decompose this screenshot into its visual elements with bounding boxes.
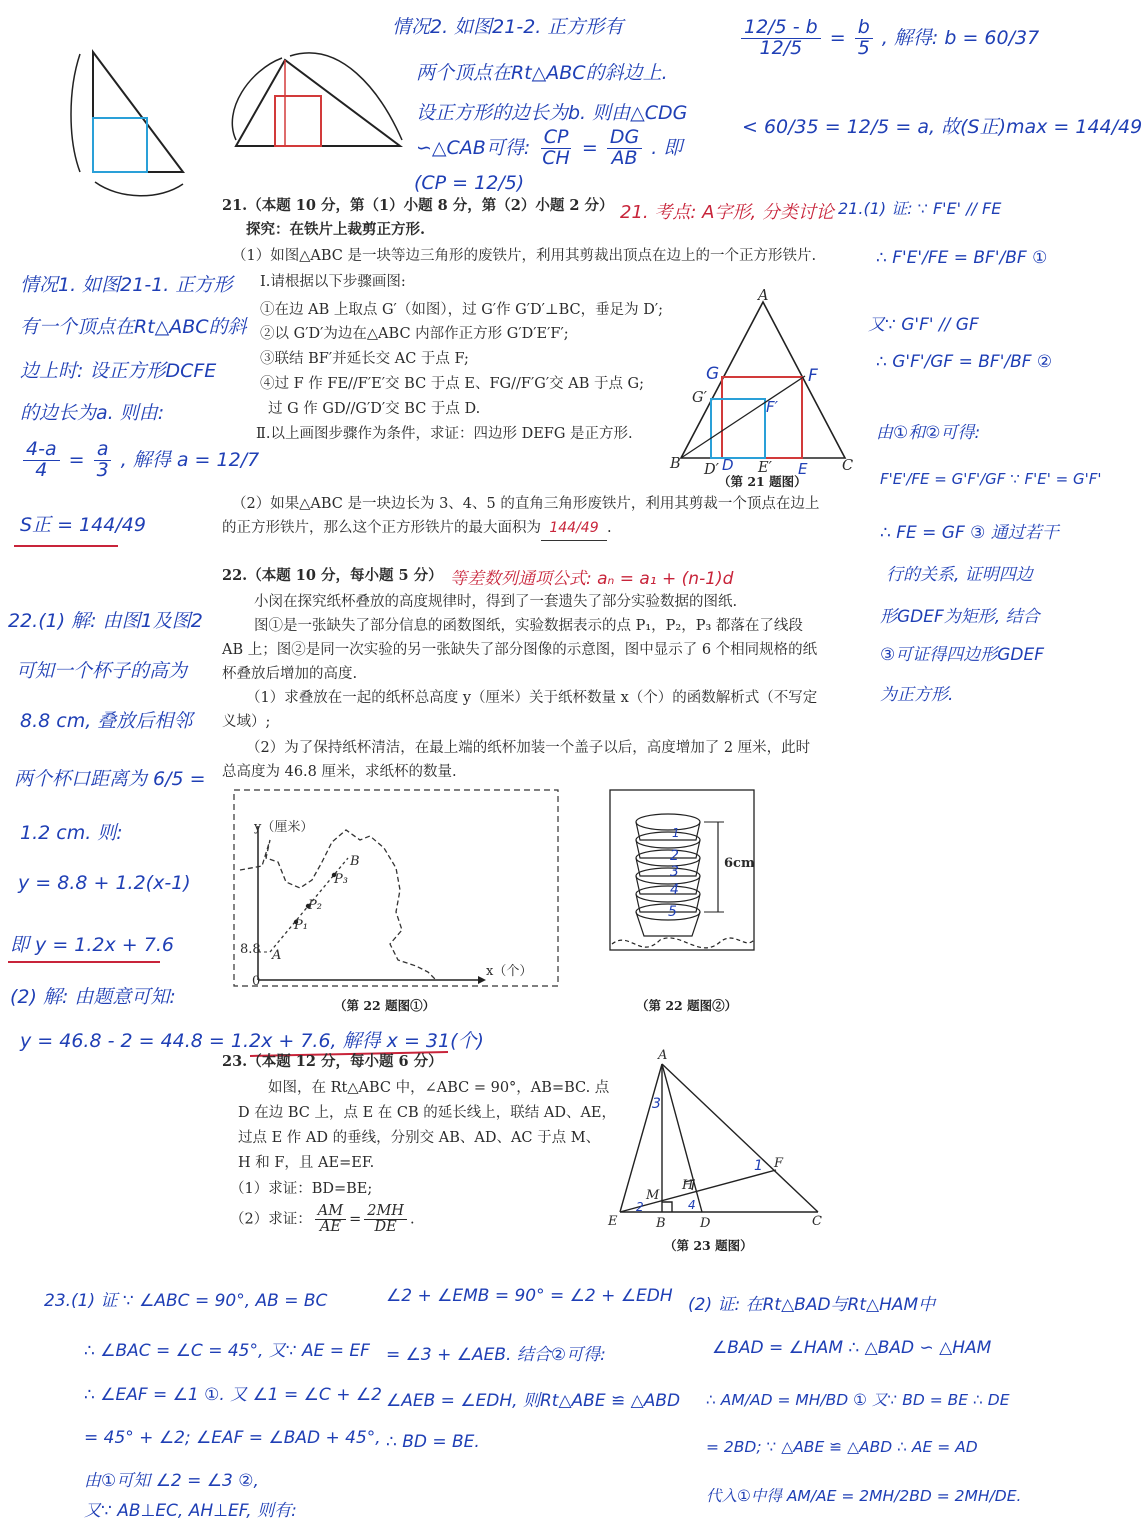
q21-proof-8: 行的关系, 证明四边 (886, 565, 1033, 585)
frac-num: DG (607, 128, 642, 149)
q22-fig1-y0: 8.8 (240, 942, 261, 957)
case2-line-4: ∽△CAB可得: (416, 136, 531, 159)
q22-fig2-cup-1: 1 (672, 826, 680, 840)
q21-fig-f: F (808, 366, 818, 386)
case1-area: S正 = 144/49 (20, 514, 146, 536)
q21-proof-7: ∴ FE = GF ③ 通过若干 (880, 523, 1059, 543)
q22-fig2-cup-3: 3 (670, 864, 679, 880)
q22-fig1-p1: P₁ (294, 918, 308, 933)
q22-left-1: 22.(1) 解: 由图1及图2 (8, 610, 203, 632)
q21-proof-6: F'E'/FE = G'F'/GF ∵ F'E' = G'F' (880, 470, 1102, 488)
q23-col1-5: 由①可知 ∠2 = ∠3 ②, (84, 1471, 259, 1491)
q22-fig1-p3: P₃ (334, 872, 348, 887)
q22-fig2-height: 6cm (724, 856, 755, 871)
q21-fig-c: C (842, 458, 854, 474)
frac-num: CP (541, 128, 572, 149)
q22-left-8: (2) 解: 由题意可知: (10, 986, 176, 1008)
q23-fig-n3: 3 (652, 1096, 661, 1112)
q23-line-4: H 和 F，且 AE=EF. (238, 1155, 375, 1171)
q23-col3-5: 代入①中得 AM/AE = 2MH/2BD = 2MH/DE. (706, 1487, 1022, 1505)
case1-line-4: 的边长为a. 则由: (20, 402, 165, 424)
q21-subtitle: 探究：在铁片上裁剪正方形. (246, 221, 426, 238)
q23-fig-caption: （第 23 题图） (664, 1238, 753, 1253)
q23-fig-e: E (608, 1214, 618, 1229)
eq-second: < 60/35 = 12/5 = a, 故(S正)max = 144/49 (742, 116, 1142, 138)
q22-line-bottom: y = 46.8 - 2 = 44.8 = 1.2x + 7.6, 解得 x = 31(个) (20, 1030, 484, 1052)
q23-col2-4: ∴ BD = BE. (386, 1432, 480, 1452)
q22-left-5: 1.2 cm. 则: (20, 822, 123, 844)
q23-col1-6: 又∵ AB⊥EC, AH⊥EF, 则有: (84, 1501, 297, 1521)
case2-tail: . 即 (651, 136, 683, 159)
q21-header: 21.（本题 10 分，第（1）小题 8 分，第（2）小题 2 分） (222, 197, 614, 214)
q22-q1b: 义域）; (222, 714, 271, 730)
q22-fig2-cup-2: 2 (670, 848, 679, 864)
q21-step-title: Ⅰ.请根据以下步骤画图: (260, 274, 406, 290)
q21-fig-caption: （第 21 题图） (718, 474, 807, 489)
q21-fig-e: E (798, 460, 808, 478)
case1-line-2: 有一个顶点在Rt△ABC的斜 (20, 316, 247, 338)
q21-step-1: ①在边 AB 上取点 G′（如图），过 G′作 G′D′⊥BC，垂足为 D′; (260, 302, 664, 318)
q23-line-2: D 在边 BC 上，点 E 在 CB 的延长线上，联结 AD、AE， (238, 1105, 617, 1121)
q21-step2: Ⅱ.以上画图步骤作为条件，求证：四边形 DEFG 是正方形. (256, 426, 633, 442)
q23-col2-3: ∠AEB = ∠EDH, 则Rt△ABE ≌ △ABD (386, 1391, 681, 1411)
q21-fig-b: B (670, 456, 681, 472)
q22-q2a: （2）为了保持纸杯清洁，在最上端的纸杯加装一个盖子以后，高度增加了 2 厘米，此时 (246, 740, 811, 756)
frac-den: 3 (96, 458, 109, 481)
q23-col1-2: ∴ ∠BAC = ∠C = 45°, 又∵ AE = EF (84, 1341, 370, 1361)
q22-fig2-caption: （第 22 题图②） (636, 998, 738, 1013)
eq-top-tail: , 解得: b = 60/37 (881, 26, 1040, 49)
q21-fig-g1: G′ (692, 390, 707, 406)
q22-q2b: 总高度为 46.8 厘米，求纸杯的数量. (222, 764, 457, 780)
q23-fig-n2: 2 (636, 1200, 644, 1214)
q23-col1-4: = 45° + ∠2; ∠EAF = ∠BAD + 45°, (84, 1428, 381, 1448)
q21-fig-f1: F′ (766, 398, 779, 416)
q21-fig-a: A (758, 288, 769, 304)
case1-line-1: 情况1. 如图21-1. 正方形 (20, 274, 233, 296)
q21-step-5: 过 G 作 GD//G′D′交 BC 于点 D. (268, 401, 481, 417)
frac-num: 2MH (364, 1204, 407, 1220)
frac-den: 4 (35, 458, 48, 481)
q22-fig1-p2: P₂ (308, 898, 322, 913)
q22-left-4: 两个杯口距离为 6/5 = (14, 768, 206, 790)
q21-fig-d: D (722, 456, 734, 474)
q22-header: 22.（本题 10 分，每小题 5 分） (222, 567, 443, 584)
q21-fig-d1: D′ (704, 462, 719, 478)
case2-cp: (CP = 12/5) (414, 172, 525, 194)
q21-red-note: 21. 考点: A字形, 分类讨论 (620, 202, 834, 223)
q22-left-6: y = 8.8 + 1.2(x-1) (18, 872, 191, 894)
q23-col1-1: 23.(1) 证 ∵ ∠ABC = 90°, AB = BC (44, 1291, 328, 1311)
case2-line-1: 情况2. 如图21-2. 正方形有 (392, 16, 624, 38)
q23-col3-2: ∠BAD = ∠HAM ∴ △BAD ∽ △HAM (712, 1338, 992, 1358)
q22-fig1-a: A (272, 948, 282, 963)
q22-fig1-origin: 0 (252, 974, 261, 989)
q23-right-angle-b (662, 1202, 672, 1212)
frac-num: 4-a (23, 440, 60, 461)
q23-line-1: 如图，在 Rt△ABC 中，∠ABC = 90°，AB=BC. 点 (268, 1080, 610, 1096)
frac-den: 12/5 (759, 36, 803, 59)
q22-p2a: 图①是一张缺失了部分信息的函数图纸，实验数据表示的点 P₁，P₂，P₃ 都落在了线段 (254, 618, 803, 634)
q23-fig-n4: 4 (688, 1198, 696, 1212)
q22-fig1-b: B (350, 854, 360, 869)
q21-proof-10: ③可证得四边形GDEF (880, 645, 1045, 665)
q23-col3-1: (2) 证: 在Rt△BAD与Rt△HAM中 (688, 1295, 936, 1315)
q23-line-3: 过点 E 作 AD 的垂线，分别交 AB、AD、AC 于点 M、 (238, 1130, 601, 1146)
q23-col1-3: ∴ ∠EAF = ∠1 ①. 又 ∠1 = ∠C + ∠2 (84, 1385, 382, 1405)
frac-num: AM (315, 1204, 346, 1220)
q23-q2-prefix: （2）求证： (230, 1211, 312, 1228)
q22-p2b: AB 上；图②是同一次实验的另一张缺失了部分图像的示意图，图中显示了 6 个相同规格的纸 (222, 642, 818, 658)
case2-line-4-row: ∽△CAB可得: $\frac{CP}{CH}$ = $\frac{DG}{AB}$ . 即 (416, 126, 683, 169)
q22-p2c: 杯叠放后增加的高度. (222, 666, 358, 682)
q23-header: 23.（本题 12 分，每小题 6 分） (222, 1053, 443, 1070)
q23-fig-h: H (682, 1178, 694, 1193)
q22-fig1-ylabel: y（厘米） (254, 820, 314, 835)
q21-proof-9: 形GDEF为矩形, 结合 (880, 607, 1040, 627)
q23-fig-n1: 1 (754, 1158, 763, 1174)
q23-fig-b: B (656, 1216, 666, 1231)
q23-fig-d: D (700, 1216, 711, 1231)
frac-den: AE (319, 1219, 341, 1236)
frac-num: a (94, 440, 112, 461)
q21-proof-1: 21.(1) 证: ∵ F'E' // FE (838, 199, 1002, 218)
q23-fig-c: C (812, 1214, 822, 1229)
q21-step-3: ③联结 BF′并延长交 AC 于点 F; (260, 351, 469, 367)
q21-p2a: （2）如果△ABC 是一块边长为 3、4、5 的直角三角形废铁片，利用其剪裁一个顶点在边上 (232, 496, 820, 512)
q21-step-2: ②以 G′D′为边在△ABC 内部作正方形 G′D′E′F′; (260, 326, 569, 342)
q23-q1: （1）求证：BD=BE; (230, 1181, 373, 1197)
q22-left-3: 8.8 cm, 叠放后相邻 (20, 710, 193, 732)
q21-p2b: 的正方形铁片，那么这个正方形铁片的最大面积为 (222, 520, 541, 536)
case1-eq: $\frac{4-a}{4}$ = $\frac{a}{3}$ , 解得 a = 12/7 (20, 440, 259, 481)
q22-p1: 小闵在探究纸杯叠放的高度规律时，得到了一套遗失了部分实验数据的图纸. (254, 594, 738, 610)
q21-step-4: ④过 F 作 FE//F′E′交 BC 于点 E、FG//F′G′交 AB 于点 G; (260, 376, 645, 392)
frac-den: CH (542, 146, 570, 169)
q22-red-note: 等差数列通项公式: aₙ = a₁ + (n-1)d (450, 569, 734, 589)
q21-proof-2: ∴ F'E'/FE = BF'/BF ① (876, 248, 1048, 268)
q21-proof-4: ∴ G'F'/GF = BF'/BF ② (876, 352, 1053, 372)
q23-q2-end: . (409, 1211, 415, 1228)
q21-answer: 144/49 (541, 516, 607, 541)
q23-fig-m: M (646, 1188, 660, 1203)
q22-fig2-cup-5: 5 (668, 904, 677, 920)
case2-line-3: 设正方形的边长为b. 则由△CDG (416, 102, 688, 124)
q23-col3-3: ∴ AM/AD = MH/BD ① 又∵ BD = BE ∴ DE (706, 1391, 1010, 1409)
q22-left-7: 即 y = 1.2x + 7.6 (10, 934, 174, 956)
q23-col3-4: = 2BD; ∵ △ABE ≌ △ABD ∴ AE = AD (706, 1438, 978, 1456)
q23-col2-1: ∠2 + ∠EMB = 90° = ∠2 + ∠EDH (386, 1286, 673, 1306)
q21-fig-e1: E′ (758, 460, 772, 476)
q22-fig2-cup-4: 4 (670, 882, 679, 898)
q23-fig-f: F (774, 1156, 784, 1171)
frac-den: 5 (857, 36, 870, 59)
q21-p1: （1）如图△ABC 是一块等边三角形的废铁片，利用其剪裁出顶点在边上的一个正方形铁片. (232, 248, 817, 264)
frac-num: 12/5 - b (741, 18, 821, 39)
case1-line-3: 边上时: 设正方形DCFE (20, 360, 217, 382)
frac-num: b (855, 18, 873, 39)
q22-fig1-caption: （第 22 题图①） (334, 998, 436, 1013)
frac-den: AB (611, 146, 638, 169)
q21-proof-5: 由①和②可得: (876, 423, 981, 443)
q21-proof-11: 为正方形. (880, 685, 954, 705)
q21-p2-end: . (607, 520, 612, 536)
q21-proof-3: 又∵ G'F' // GF (868, 315, 979, 335)
q22-q1a: （1）求叠放在一起的纸杯总高度 y（厘米）关于纸杯数量 x（个）的函数解析式（不写定 (246, 690, 818, 706)
case2-line-2: 两个顶点在Rt△ABC的斜边上. (416, 62, 668, 84)
q21-fig-g: G (706, 364, 720, 384)
q22-fig1-xlabel: x（个） (486, 964, 533, 979)
eq-top: $\frac{12/5 - b}{12/5}$ = $\frac{b}{5}$ , 解得: b = 60/37 (738, 18, 1039, 59)
q22-left-2: 可知一个杯子的高为 (16, 660, 188, 682)
q23-fig-a: A (658, 1048, 668, 1063)
q23-col2-2: = ∠3 + ∠AEB. 结合②可得: (386, 1345, 606, 1365)
case1-eq-tail: , 解得 a = 12/7 (120, 448, 260, 471)
q23-q2-row: （2）求证： $\frac{AM}{AE}$ = $\frac{2MH}{DE}$ . (230, 1203, 415, 1236)
frac-den: DE (374, 1219, 397, 1236)
